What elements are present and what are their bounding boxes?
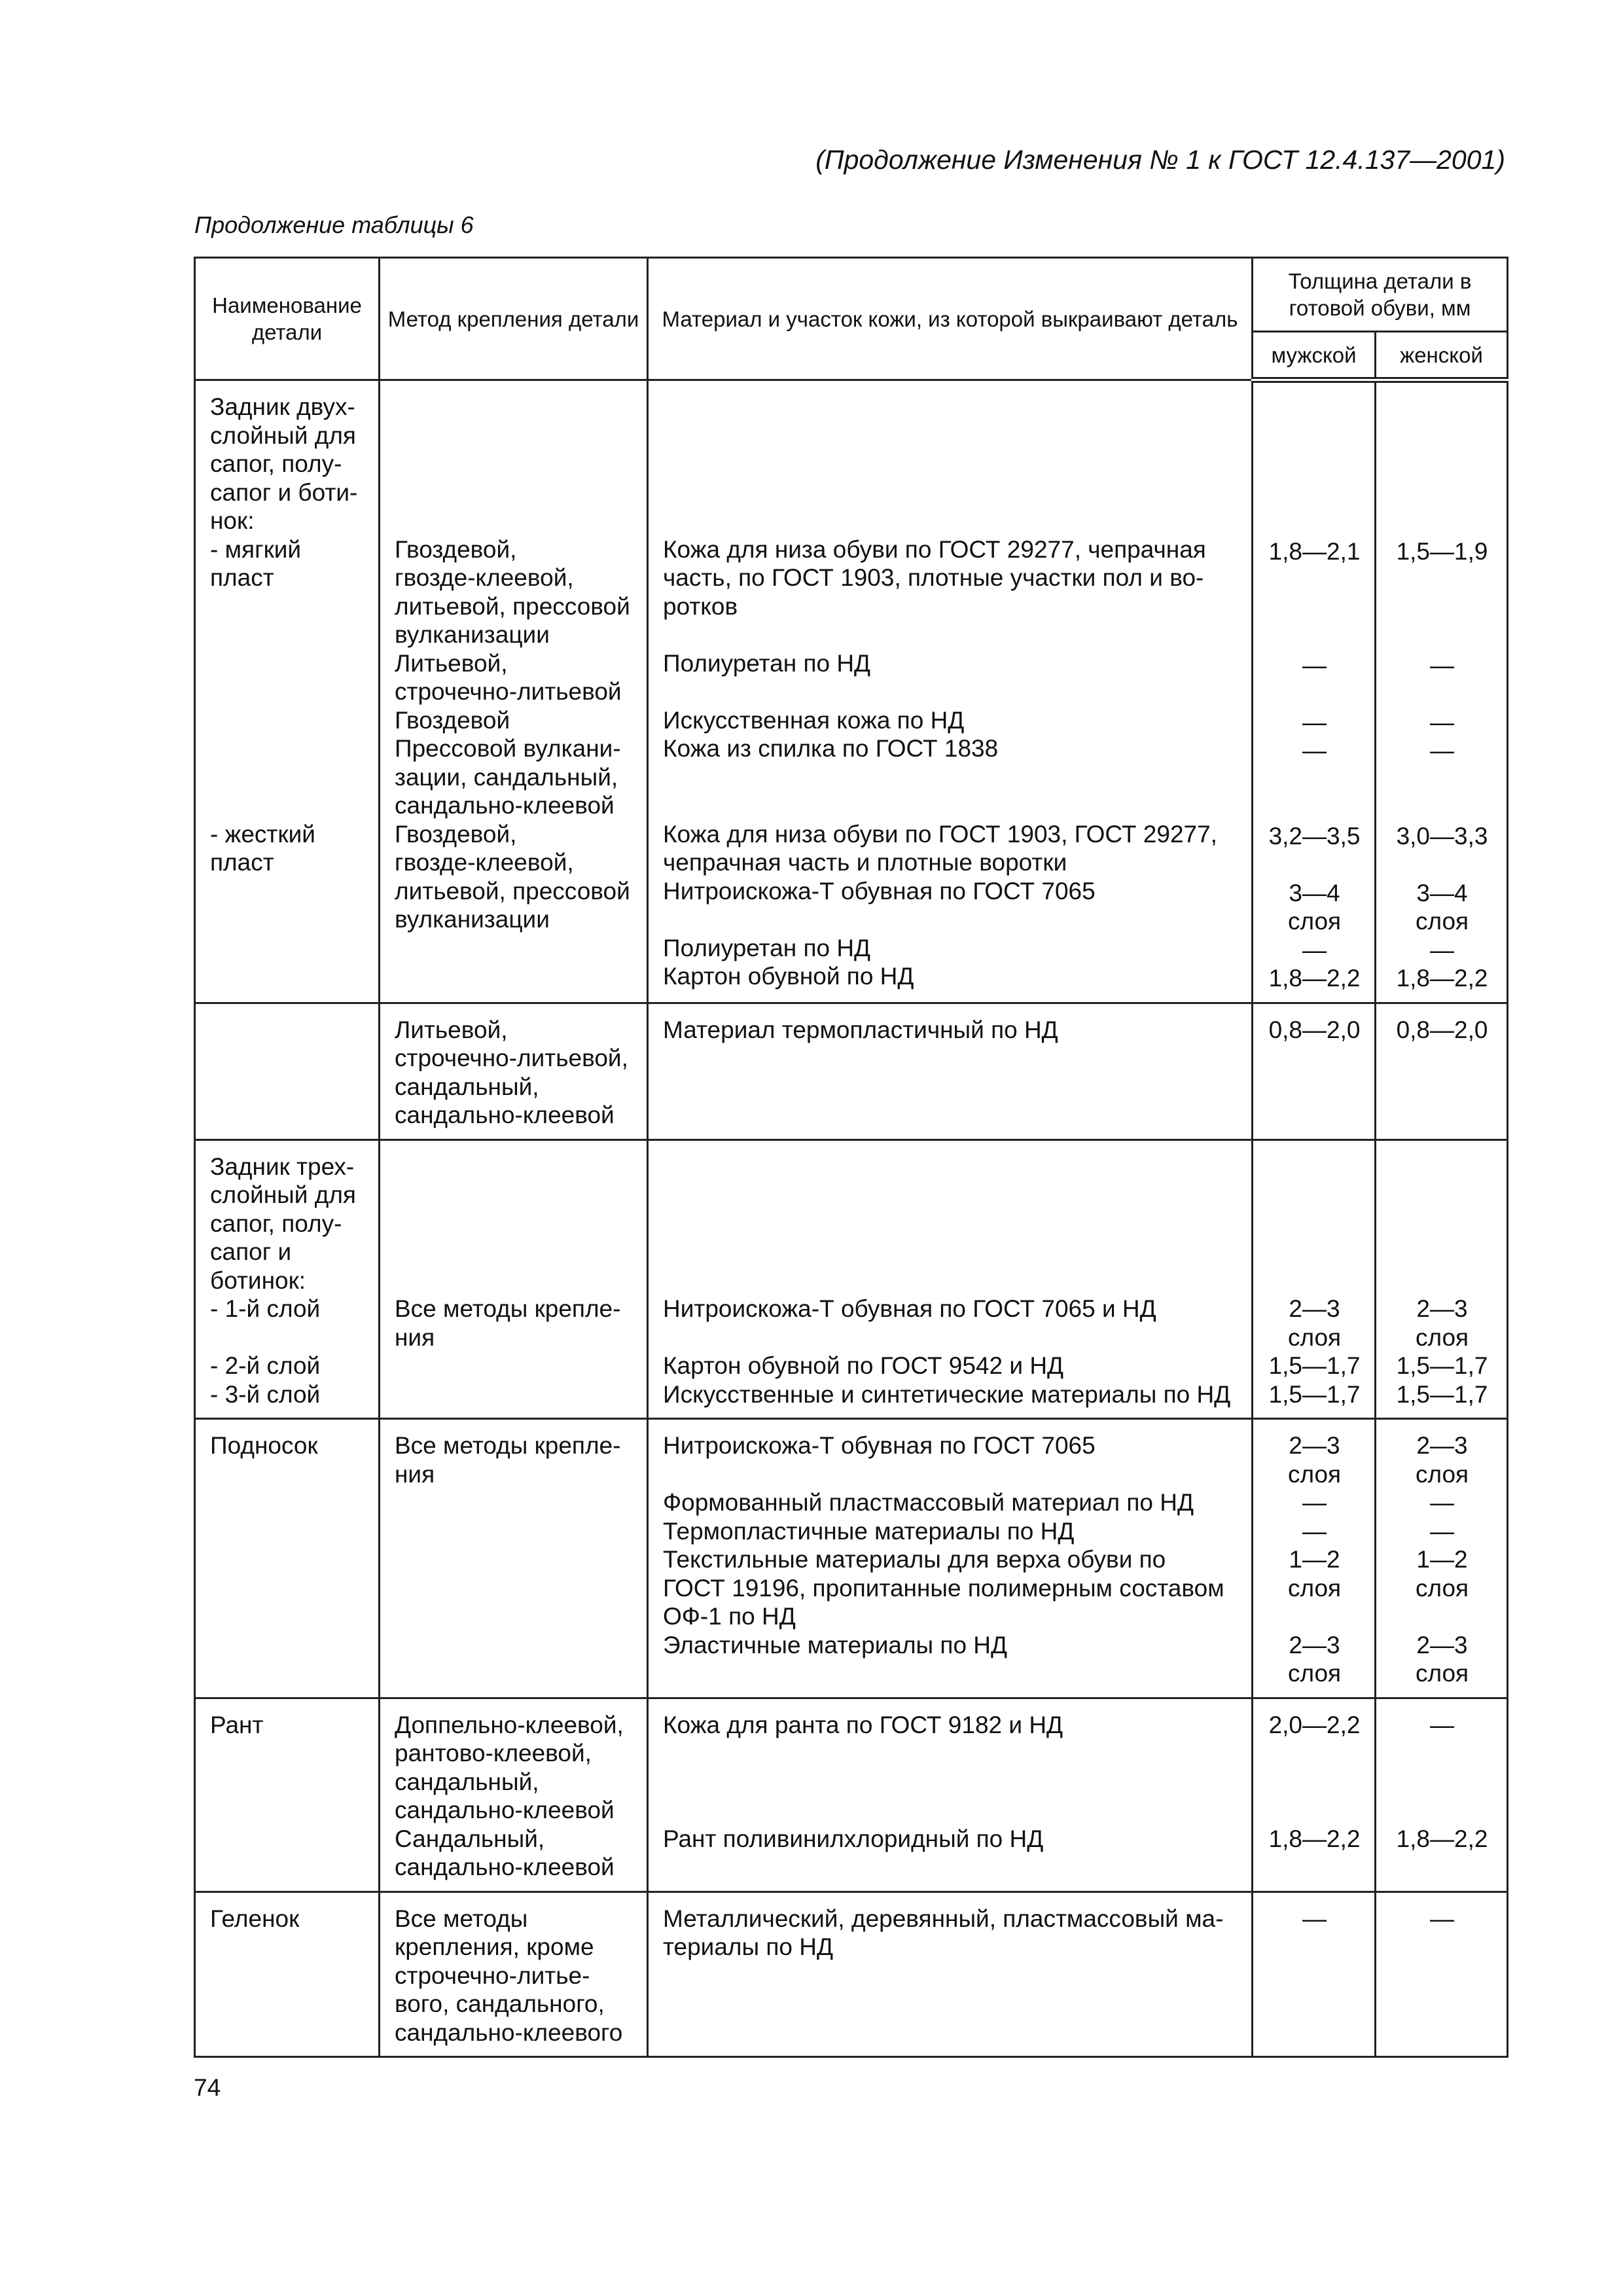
page-number: 74 bbox=[194, 2074, 221, 2101]
material-line: Нитроискожа-Т обувная по ГОСТ 7065 и НД bbox=[663, 1295, 1156, 1322]
method-line: Литьевой, bbox=[395, 649, 508, 677]
table-row bbox=[195, 380, 1508, 1003]
method-line bbox=[395, 507, 633, 535]
header-name: Наименование детали bbox=[195, 258, 380, 380]
material-line bbox=[663, 450, 1238, 478]
material-line: Кожа для низа обуви по ГОСТ 1903, ГОСТ 29277, bbox=[663, 820, 1217, 848]
material-line bbox=[663, 763, 1238, 792]
male-line bbox=[1268, 1181, 1361, 1210]
male-line bbox=[1268, 1238, 1361, 1266]
material-line bbox=[663, 1210, 1238, 1238]
material-line: ГОСТ 19196, пропитанные полимерным составом bbox=[663, 1574, 1224, 1602]
female-line: 2—3 bbox=[1416, 1295, 1468, 1322]
running-head: (Продолжение Изменения № 1 к ГОСТ 12.4.137—2001) bbox=[815, 145, 1505, 175]
cell-male bbox=[1253, 1003, 1376, 1139]
method-line: ния bbox=[395, 1460, 435, 1488]
material-line: Материал термопластичный по НД bbox=[663, 1016, 1058, 1043]
male-line: — bbox=[1302, 936, 1327, 963]
name-line: сапог и bbox=[210, 1238, 292, 1265]
table-row bbox=[195, 1698, 1508, 1892]
material-line bbox=[663, 1181, 1238, 1210]
female-line: слоя bbox=[1415, 1323, 1469, 1351]
cell-material bbox=[648, 1003, 1253, 1139]
male-line: 0,8—2,0 bbox=[1268, 1016, 1361, 1043]
method-line: гвозде-клеевой, bbox=[395, 849, 574, 876]
cell-name bbox=[195, 1892, 380, 2057]
cell-material bbox=[648, 1419, 1253, 1698]
name-line: слойный для bbox=[210, 1181, 356, 1208]
female-line: 0,8—2,0 bbox=[1396, 1016, 1488, 1043]
female-line bbox=[1391, 622, 1493, 651]
method-line: крепления, кроме bbox=[395, 1933, 594, 1960]
female-line bbox=[1391, 1238, 1493, 1266]
female-line: 1,5—1,7 bbox=[1396, 1352, 1488, 1379]
male-line bbox=[1268, 850, 1361, 879]
method-line: строчечно-литье- bbox=[395, 1962, 590, 1989]
material-line bbox=[663, 1460, 1238, 1489]
male-line bbox=[1268, 480, 1361, 509]
name-line bbox=[210, 592, 365, 621]
material-line: Кожа для низа обуви по ГОСТ 29277, чепрачная bbox=[663, 535, 1206, 563]
material-line bbox=[663, 677, 1238, 706]
material-line bbox=[663, 1323, 1238, 1352]
cell-method bbox=[380, 1139, 648, 1419]
method-line: зации, сандальный, bbox=[395, 763, 618, 791]
male-line bbox=[1268, 1210, 1361, 1238]
table-row bbox=[195, 1892, 1508, 2057]
female-line: 1,8—2,2 bbox=[1396, 1825, 1488, 1852]
method-line: сандально-клеевой bbox=[395, 1102, 615, 1128]
name-line: ботинок: bbox=[210, 1266, 306, 1294]
method-line bbox=[395, 450, 633, 478]
male-line: — bbox=[1302, 1489, 1327, 1516]
method-line: вого, сандального, bbox=[395, 1990, 605, 2017]
method-line: ния bbox=[395, 1323, 435, 1351]
name-line bbox=[210, 763, 365, 792]
material-line: Искусственная кожа по НД bbox=[663, 706, 965, 734]
female-line bbox=[1391, 452, 1493, 480]
method-line bbox=[395, 478, 633, 507]
male-line: слоя bbox=[1287, 1660, 1342, 1687]
name-line: Геленок bbox=[210, 1905, 300, 1932]
female-line: — bbox=[1430, 936, 1454, 963]
male-line bbox=[1268, 1796, 1361, 1825]
male-line: 2—3 bbox=[1289, 1295, 1340, 1322]
method-line: Сандальный, bbox=[395, 1825, 545, 1852]
cell-female bbox=[1376, 1698, 1508, 1892]
header-male: мужской bbox=[1253, 332, 1376, 380]
material-line bbox=[663, 1266, 1238, 1295]
male-line: — bbox=[1302, 1905, 1327, 1932]
male-line: 2,0—2,2 bbox=[1268, 1711, 1361, 1738]
cell-method bbox=[380, 1419, 648, 1698]
material-line: часть, по ГОСТ 1903, плотные участки пол и во- bbox=[663, 564, 1204, 591]
male-line: 1,5—1,7 bbox=[1268, 1380, 1361, 1408]
material-line: териалы по НД bbox=[663, 1933, 834, 1960]
name-line: сапог, полу- bbox=[210, 450, 342, 477]
name-line bbox=[210, 620, 365, 649]
table-row bbox=[195, 1139, 1508, 1419]
cell-method bbox=[380, 1698, 648, 1892]
material-line: Нитроискожа-Т обувная по ГОСТ 7065 bbox=[663, 1432, 1096, 1459]
female-line bbox=[1391, 1266, 1493, 1295]
male-line bbox=[1268, 423, 1361, 452]
table-body bbox=[195, 380, 1508, 2057]
male-line: — bbox=[1302, 708, 1327, 736]
female-line: слоя bbox=[1415, 1574, 1469, 1602]
cell-name bbox=[195, 1139, 380, 1419]
material-line bbox=[663, 791, 1238, 820]
female-line bbox=[1391, 480, 1493, 509]
method-line: Гвоздевой, bbox=[395, 535, 517, 563]
cell-material bbox=[648, 380, 1253, 1003]
cell-name bbox=[195, 380, 380, 1003]
material-line bbox=[663, 507, 1238, 535]
female-line: — bbox=[1430, 1517, 1454, 1545]
header-method: Метод крепления детали bbox=[380, 258, 648, 380]
male-line: 2—3 bbox=[1289, 1432, 1340, 1459]
material-line: чепрачная часть и плотные воротки bbox=[663, 849, 1067, 876]
material-line: Искусственные и синтетические материалы по НД bbox=[663, 1380, 1231, 1408]
name-line: сапог, полу- bbox=[210, 1210, 342, 1237]
male-line: — bbox=[1302, 1517, 1327, 1545]
female-line: слоя bbox=[1415, 1660, 1469, 1687]
male-line bbox=[1268, 679, 1361, 708]
female-line bbox=[1391, 1796, 1493, 1825]
method-line: сандальный, bbox=[395, 1768, 539, 1795]
method-line: вулканизации bbox=[395, 621, 550, 648]
cell-female bbox=[1376, 1892, 1508, 2057]
method-line bbox=[395, 422, 633, 450]
male-line bbox=[1268, 765, 1361, 794]
cell-female bbox=[1376, 1003, 1508, 1139]
male-line: 2—3 bbox=[1289, 1631, 1340, 1659]
male-line bbox=[1268, 1153, 1361, 1181]
female-line: слоя bbox=[1415, 908, 1469, 935]
method-line: Все методы bbox=[395, 1905, 528, 1932]
method-line: гвозде-клеевой, bbox=[395, 564, 574, 591]
material-line: Полиуретан по НД bbox=[663, 934, 871, 961]
male-line: 1,5—1,7 bbox=[1268, 1352, 1361, 1379]
male-line: слоя bbox=[1287, 1323, 1342, 1351]
material-line: Термопластичные материалы по НД bbox=[663, 1517, 1075, 1545]
name-line bbox=[210, 706, 365, 735]
cell-method bbox=[380, 1003, 648, 1139]
female-line bbox=[1391, 395, 1493, 423]
male-line bbox=[1268, 565, 1361, 594]
male-line: 3—4 bbox=[1289, 879, 1340, 906]
name-line: сапог и боти- bbox=[210, 478, 358, 506]
male-line bbox=[1268, 395, 1361, 423]
name-line: - 2-й слой bbox=[210, 1352, 321, 1379]
method-line: строчечно-литьевой bbox=[395, 678, 622, 705]
cell-material bbox=[648, 1698, 1253, 1892]
female-line bbox=[1391, 793, 1493, 822]
name-line bbox=[210, 677, 365, 706]
cell-female bbox=[1376, 1419, 1508, 1698]
name-line bbox=[210, 791, 365, 820]
table-caption: Продолжение таблицы 6 bbox=[194, 211, 474, 238]
material-line: Нитроискожа-Т обувная по ГОСТ 7065 bbox=[663, 877, 1096, 905]
cell-male bbox=[1253, 1892, 1376, 2057]
name-line: - жесткий bbox=[210, 820, 315, 848]
cell-method bbox=[380, 1892, 648, 2057]
material-line bbox=[663, 905, 1238, 934]
female-line bbox=[1391, 1181, 1493, 1210]
method-line: Все методы крепле- bbox=[395, 1432, 621, 1459]
cell-name bbox=[195, 1698, 380, 1892]
material-line bbox=[663, 1796, 1238, 1825]
method-line: сандально-клеевой bbox=[395, 1854, 615, 1880]
name-line bbox=[210, 649, 365, 678]
male-line: слоя bbox=[1287, 1574, 1342, 1602]
material-line bbox=[663, 478, 1238, 507]
female-line: 1,8—2,2 bbox=[1396, 965, 1488, 992]
method-line: Гвоздевой, bbox=[395, 820, 517, 848]
female-line: 1—2 bbox=[1416, 1546, 1468, 1573]
cell-female bbox=[1376, 380, 1508, 1003]
method-line: сандальный, bbox=[395, 1073, 539, 1100]
material-line bbox=[663, 1739, 1238, 1768]
female-line: — bbox=[1430, 1905, 1454, 1932]
method-line bbox=[395, 1153, 633, 1181]
material-line bbox=[663, 422, 1238, 450]
table-row bbox=[195, 1419, 1508, 1698]
material-line bbox=[663, 1238, 1238, 1266]
name-line: Задник двух- bbox=[210, 393, 355, 420]
material-line: ротков bbox=[663, 592, 738, 620]
female-line: — bbox=[1430, 708, 1454, 736]
method-line: сандально-клеевого bbox=[395, 2018, 623, 2046]
material-line: Кожа для ранта по ГОСТ 9182 и НД bbox=[663, 1711, 1063, 1738]
cell-name bbox=[195, 1419, 380, 1698]
name-line: - мягкий bbox=[210, 535, 302, 563]
material-line: Полиуретан по НД bbox=[663, 649, 871, 677]
male-line bbox=[1268, 1602, 1361, 1631]
female-line: 1,5—1,7 bbox=[1396, 1380, 1488, 1408]
material-line: Кожа из спилка по ГОСТ 1838 bbox=[663, 735, 999, 762]
male-line: 1,8—2,2 bbox=[1268, 965, 1361, 992]
method-line: вулканизации bbox=[395, 906, 550, 933]
header-female: женской bbox=[1376, 332, 1508, 380]
cell-male bbox=[1253, 380, 1376, 1003]
method-line: Прессовой вулкани- bbox=[395, 735, 621, 762]
material-line: Картон обувной по ГОСТ 9542 и НД bbox=[663, 1352, 1064, 1379]
name-line: пласт bbox=[210, 564, 274, 591]
male-line bbox=[1268, 1768, 1361, 1797]
material-line: Эластичные материалы по НД bbox=[663, 1631, 1008, 1659]
cell-material bbox=[648, 1892, 1253, 2057]
cell-name bbox=[195, 1003, 380, 1139]
cell-male bbox=[1253, 1419, 1376, 1698]
method-line: строчечно-литьевой, bbox=[395, 1045, 628, 1071]
female-line bbox=[1391, 1602, 1493, 1631]
male-line: — bbox=[1302, 737, 1327, 764]
name-line: слойный для bbox=[210, 422, 356, 449]
method-line: литьевой, прессовой bbox=[395, 877, 630, 905]
female-line: 2—3 bbox=[1416, 1432, 1468, 1459]
method-line: сандально-клеевой bbox=[395, 1797, 615, 1823]
material-line: Текстильные материалы для верха обуви по bbox=[663, 1546, 1166, 1573]
male-line bbox=[1268, 793, 1361, 822]
female-line: — bbox=[1430, 1489, 1454, 1516]
female-line: — bbox=[1430, 737, 1454, 764]
gost-table bbox=[194, 257, 1508, 2058]
male-line: — bbox=[1302, 651, 1327, 679]
header-material: Материал и участок кожи, из которой выкраивают деталь bbox=[648, 258, 1253, 380]
name-line: - 3-й слой bbox=[210, 1380, 321, 1408]
name-line: Подносок bbox=[210, 1432, 318, 1459]
female-line bbox=[1391, 850, 1493, 879]
name-line: Задник трех- bbox=[210, 1153, 355, 1180]
female-line: слоя bbox=[1415, 1460, 1469, 1488]
male-line: 1,8—2,2 bbox=[1268, 1825, 1361, 1852]
male-line bbox=[1268, 509, 1361, 537]
female-line: — bbox=[1430, 651, 1454, 679]
female-line bbox=[1391, 509, 1493, 537]
material-line bbox=[663, 393, 1238, 422]
male-line: 3,2—3,5 bbox=[1268, 822, 1361, 850]
female-line bbox=[1391, 679, 1493, 708]
female-line bbox=[1391, 565, 1493, 594]
female-line bbox=[1391, 1768, 1493, 1797]
material-line bbox=[663, 1768, 1238, 1797]
cell-material bbox=[648, 1139, 1253, 1419]
cell-method bbox=[380, 380, 648, 1003]
method-line bbox=[395, 393, 633, 422]
name-line bbox=[210, 1323, 365, 1352]
female-line: 2—3 bbox=[1416, 1631, 1468, 1659]
name-line: пласт bbox=[210, 849, 274, 876]
female-line bbox=[1391, 594, 1493, 623]
male-line: 1—2 bbox=[1289, 1546, 1340, 1573]
material-line: Формованный пластмассовый материал по НД bbox=[663, 1489, 1194, 1516]
material-line: Металлический, деревянный, пластмассовый ма- bbox=[663, 1905, 1224, 1932]
material-line bbox=[663, 1153, 1238, 1181]
table-row bbox=[195, 1003, 1508, 1139]
female-line bbox=[1391, 423, 1493, 452]
method-line: литьевой, прессовой bbox=[395, 592, 630, 620]
material-line bbox=[663, 620, 1238, 649]
cell-male bbox=[1253, 1139, 1376, 1419]
female-line: 3,0—3,3 bbox=[1396, 822, 1488, 850]
method-line bbox=[395, 1181, 633, 1210]
female-line bbox=[1391, 1739, 1493, 1768]
male-line: слоя bbox=[1287, 1460, 1342, 1488]
method-line: Гвоздевой bbox=[395, 706, 510, 734]
male-line bbox=[1268, 622, 1361, 651]
female-line bbox=[1391, 1153, 1493, 1181]
name-line bbox=[210, 734, 365, 763]
method-line bbox=[395, 1210, 633, 1238]
method-line: Литьевой, bbox=[395, 1016, 508, 1043]
method-line bbox=[395, 1266, 633, 1295]
female-line bbox=[1391, 1210, 1493, 1238]
material-line: Рант поливинилхлоридный по НД bbox=[663, 1825, 1044, 1852]
method-line: сандально-клеевой bbox=[395, 792, 615, 819]
name-line: нок: bbox=[210, 507, 255, 534]
method-line: Доппельно-клеевой, bbox=[395, 1711, 624, 1738]
male-line: 1,8—2,1 bbox=[1268, 537, 1361, 565]
name-line: - 1-й слой bbox=[210, 1295, 321, 1322]
male-line bbox=[1268, 452, 1361, 480]
female-line: — bbox=[1430, 1711, 1454, 1738]
female-line: 1,5—1,9 bbox=[1396, 537, 1488, 565]
male-line: слоя bbox=[1287, 908, 1342, 935]
name-line: Рант bbox=[210, 1711, 264, 1738]
female-line: 3—4 bbox=[1416, 879, 1468, 906]
male-line bbox=[1268, 594, 1361, 623]
female-line bbox=[1391, 765, 1493, 794]
male-line bbox=[1268, 1266, 1361, 1295]
material-line: ОФ-1 по НД bbox=[663, 1603, 796, 1630]
material-line: Картон обувной по НД bbox=[663, 963, 914, 990]
header-thickness: Толщина детали в готовой обуви, мм bbox=[1253, 258, 1508, 332]
method-line: Все методы крепле- bbox=[395, 1295, 621, 1322]
male-line bbox=[1268, 1739, 1361, 1768]
method-line bbox=[395, 1238, 633, 1266]
method-line: рантово-клеевой, bbox=[395, 1740, 592, 1767]
cell-male bbox=[1253, 1698, 1376, 1892]
cell-female bbox=[1376, 1139, 1508, 1419]
